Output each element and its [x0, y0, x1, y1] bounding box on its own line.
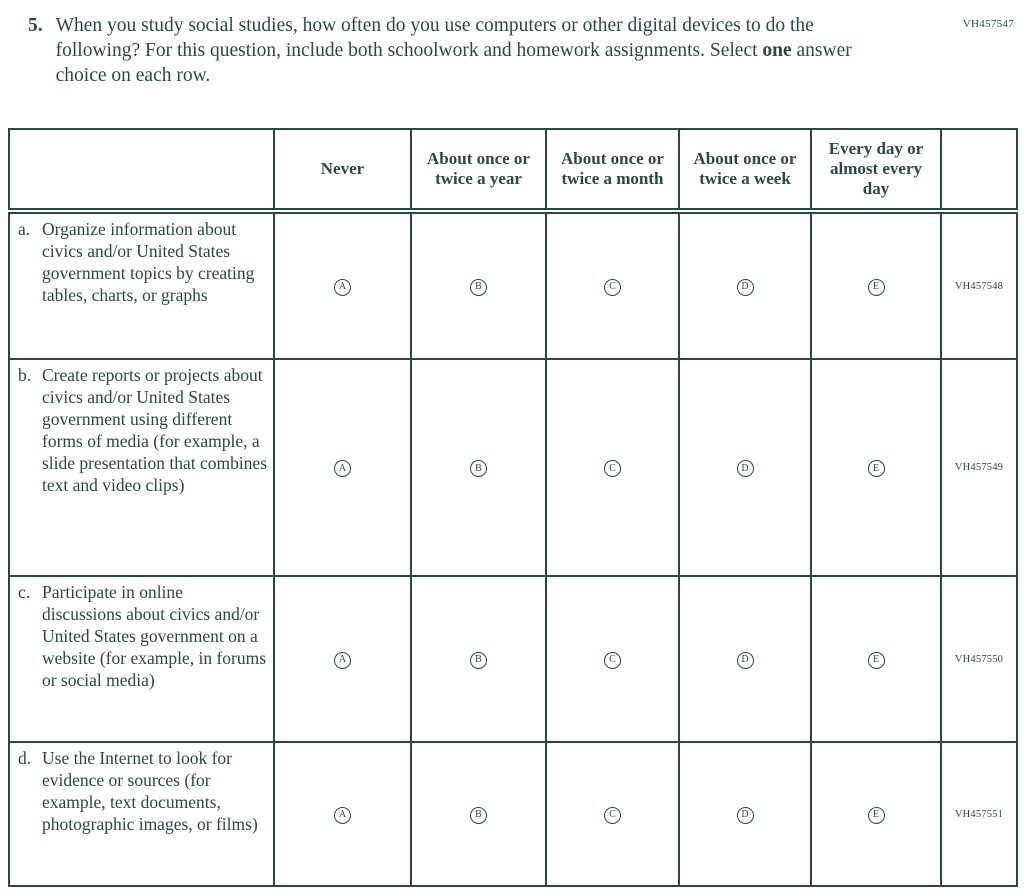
table-row-c — [9, 576, 1017, 742]
choice-bubble-a[interactable]: A — [334, 807, 351, 824]
question-text-part2: answer choice on each row. — [55, 40, 852, 86]
item-code: VH457548 — [941, 211, 1017, 359]
item-text: Participate in online discussions about civics and/or United States government on a website (for example, in forums or social media) — [42, 582, 267, 690]
header-code-cell — [941, 129, 1017, 211]
question-block — [28, 13, 873, 88]
item-stem-d — [9, 742, 274, 886]
table-row-a — [9, 211, 1017, 359]
table-row-d — [9, 742, 1017, 886]
column-header-week: About once or twice a week — [679, 129, 811, 211]
item-text: Create reports or projects about civics and/or United States government using different forms of media (for example, a slide presentation that combines text and video clips) — [42, 365, 268, 495]
column-header-month: About once or twice a month — [546, 129, 679, 211]
choice-bubble-b[interactable]: B — [470, 279, 487, 296]
item-text: Organize information about civics and/or United States government topics by creating tables, charts, or graphs — [42, 219, 255, 305]
choice-bubble-d[interactable]: D — [737, 460, 754, 477]
choice-bubble-e[interactable]: E — [868, 652, 885, 669]
choice-bubble-d[interactable]: D — [737, 807, 754, 824]
item-stem-a — [9, 211, 274, 359]
choice-bubble-b[interactable]: B — [470, 460, 487, 477]
choice-bubble-b[interactable]: B — [470, 807, 487, 824]
item-code: VH457549 — [941, 359, 1017, 576]
column-header-every-day: Every day or almost every day — [811, 129, 941, 211]
choice-bubble-d[interactable]: D — [737, 652, 754, 669]
choice-bubble-a[interactable]: A — [334, 460, 351, 477]
column-header-never: Never — [274, 129, 411, 211]
item-letter: a. — [18, 219, 31, 239]
column-header-year: About once or twice a year — [411, 129, 546, 211]
choice-bubble-e[interactable]: E — [868, 460, 885, 477]
table-row-b — [9, 359, 1017, 576]
item-letter: b. — [18, 365, 32, 385]
question-bold-word: one — [762, 40, 792, 61]
choice-bubble-d[interactable]: D — [737, 279, 754, 296]
question-text-part1: When you study social studies, how often do you use computers or other digital devices to do the following? For this question, include both schoolwork and homework assignments. Select — [55, 15, 814, 61]
choice-bubble-c[interactable]: C — [604, 279, 621, 296]
choice-bubble-b[interactable]: B — [470, 652, 487, 669]
item-stem-b — [9, 359, 274, 576]
choice-bubble-e[interactable]: E — [868, 279, 885, 296]
item-stem-c — [9, 576, 274, 742]
choice-bubble-e[interactable]: E — [868, 807, 885, 824]
item-code: VH457551 — [941, 742, 1017, 886]
response-grid — [8, 128, 1018, 887]
item-letter: d. — [18, 748, 32, 768]
header-row — [9, 129, 1017, 211]
choice-bubble-c[interactable]: C — [604, 807, 621, 824]
item-code: VH457550 — [941, 576, 1017, 742]
header-stub-cell — [9, 129, 274, 211]
question-number: 5. — [28, 15, 43, 36]
question-text — [56, 13, 873, 88]
choice-bubble-a[interactable]: A — [334, 652, 351, 669]
choice-bubble-c[interactable]: C — [604, 460, 621, 477]
item-letter: c. — [18, 582, 31, 602]
item-text: Use the Internet to look for evidence or sources (for example, text documents, photographic images, or films) — [42, 748, 258, 834]
choice-bubble-a[interactable]: A — [334, 279, 351, 296]
choice-bubble-c[interactable]: C — [604, 652, 621, 669]
form-code-top: VH457547 — [962, 18, 1014, 30]
